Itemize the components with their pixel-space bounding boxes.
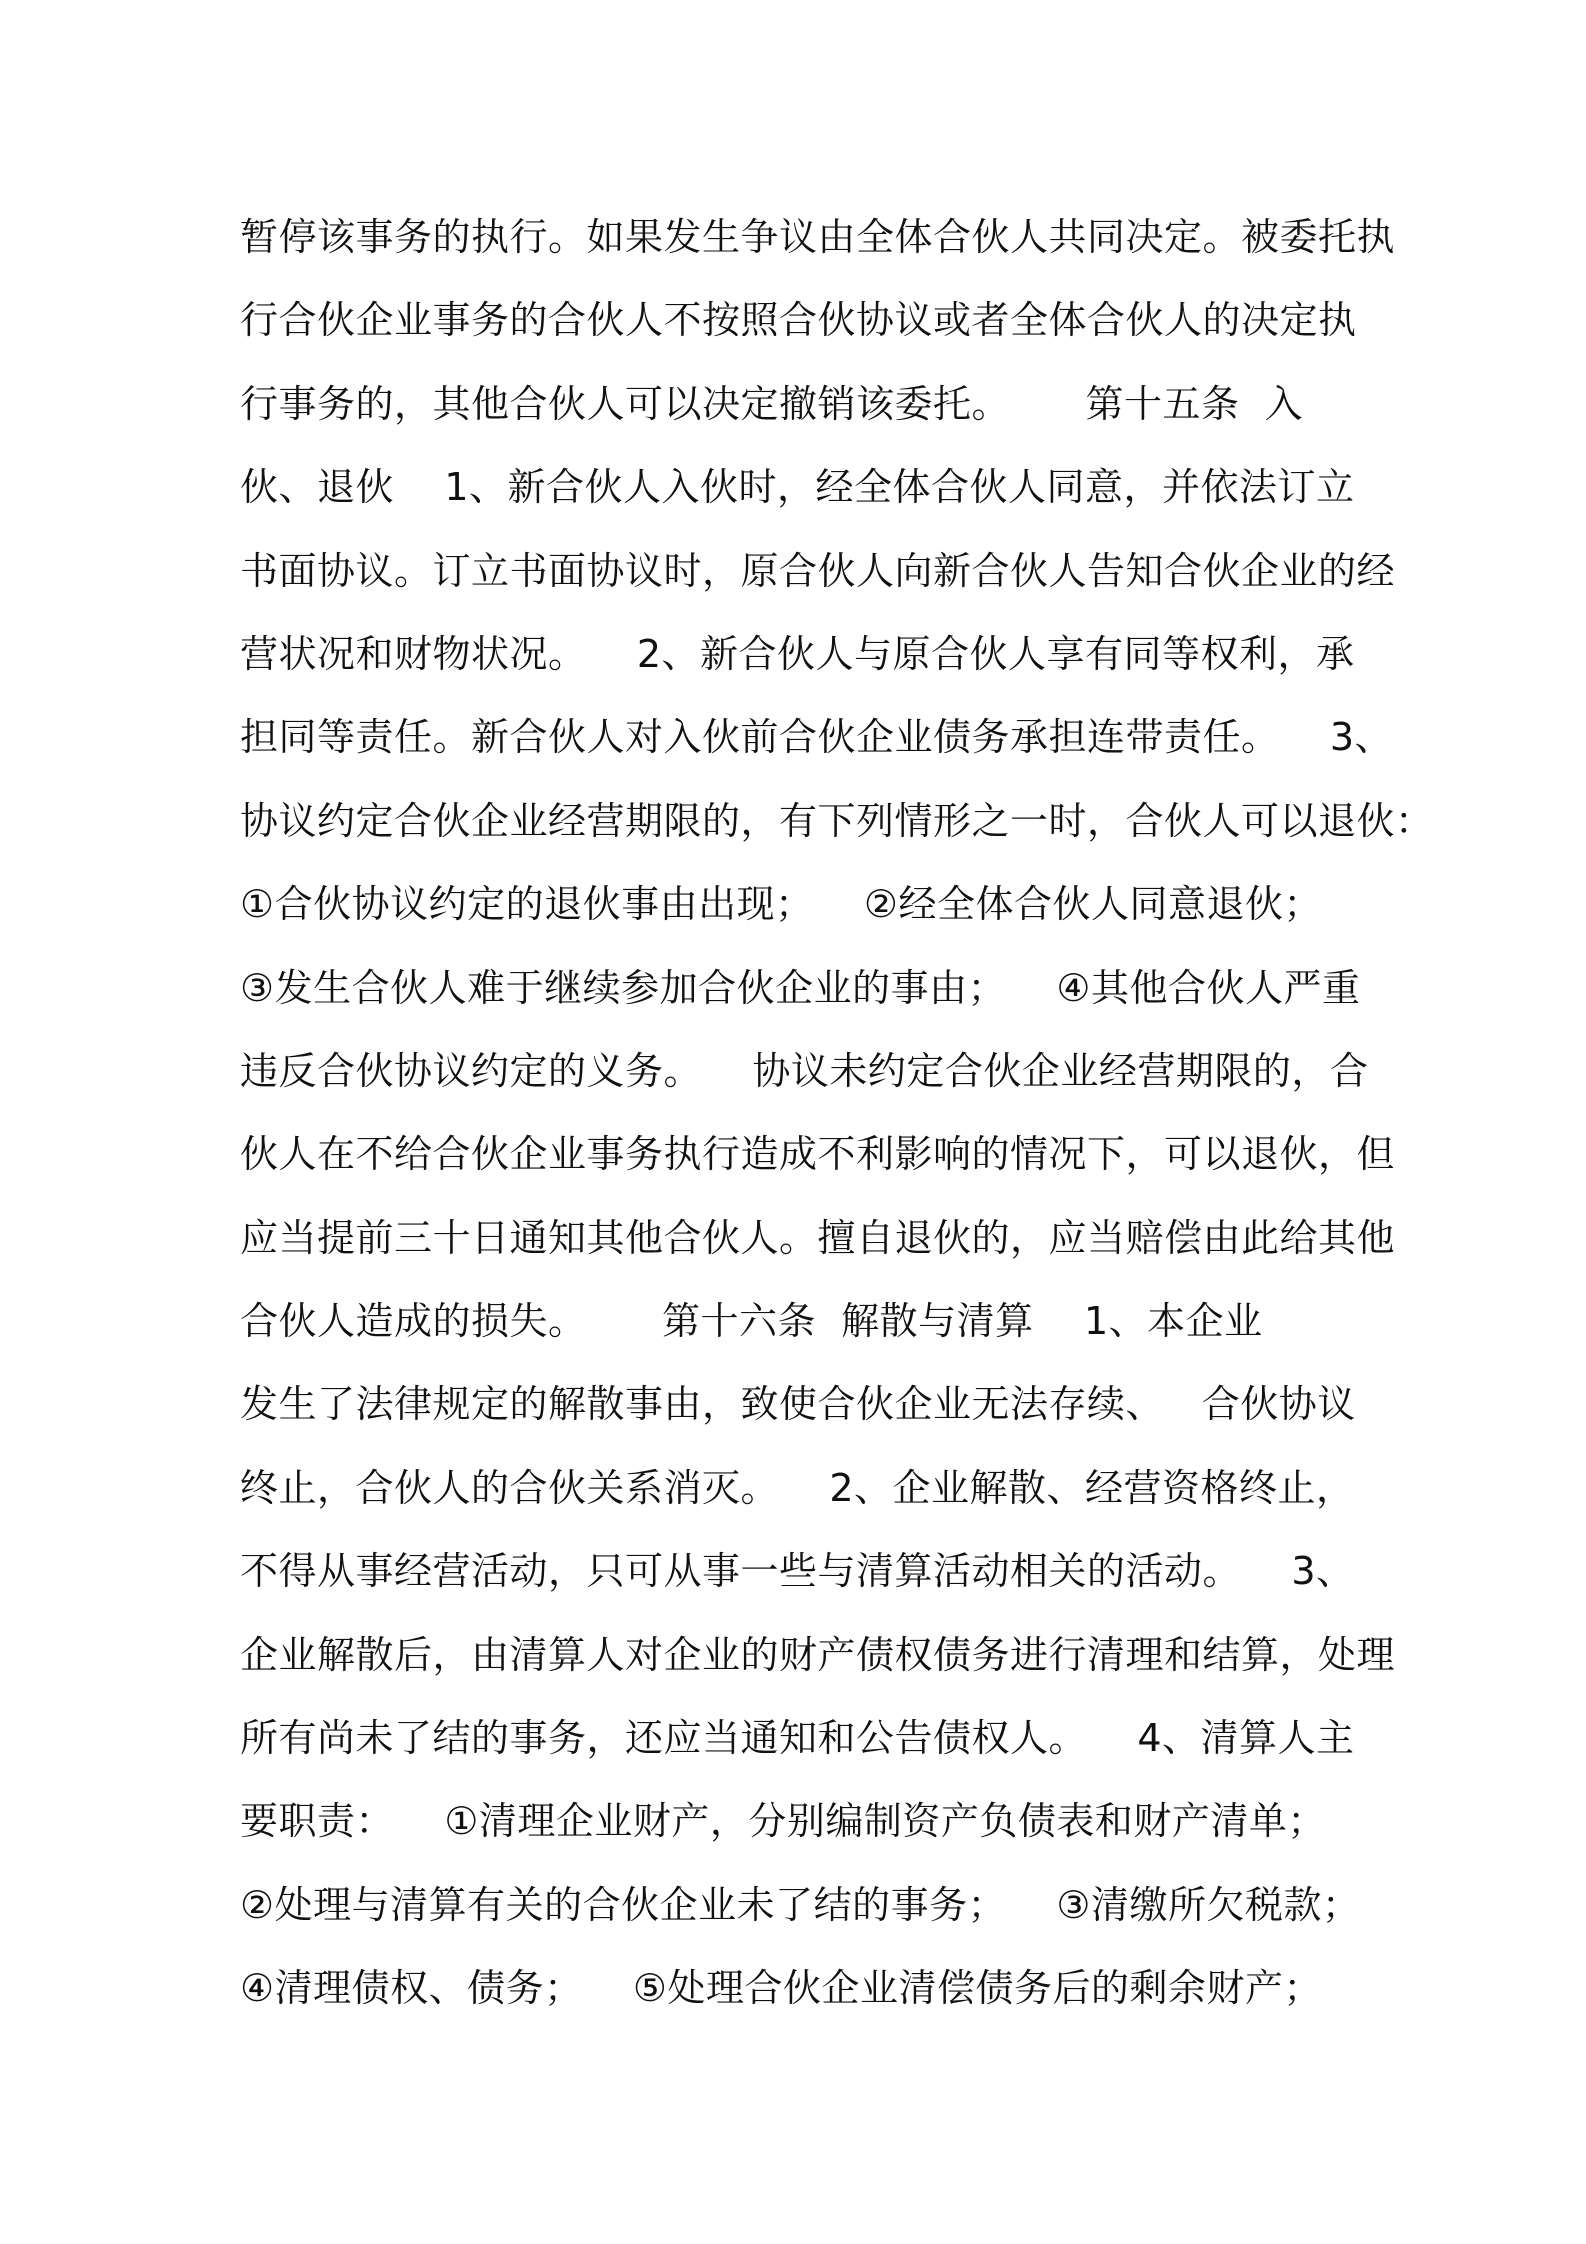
text-line: ②处理与清算有关的合伙企业未了结的事务； ③清缴所欠税款； — [240, 1882, 1361, 1927]
text-line: 伙、退伙 1、新合伙人入伙时，经全体合伙人同意，并依法订立 — [240, 465, 1355, 510]
text-line: 行合伙企业事务的合伙人不按照合伙协议或者全体合伙人的决定执 — [240, 298, 1357, 343]
text-line: 伙人在不给合伙企业事务执行造成不利影响的情况下，可以退伙，但 — [240, 1132, 1396, 1177]
text-line: 应当提前三十日通知其他合伙人。擅自退伙的，应当赔偿由此给其他 — [240, 1215, 1396, 1260]
text-line: 合伙人造成的损失。 第十六条 解散与清算 1、本企业 — [240, 1299, 1263, 1344]
text-line: 所有尚未了结的事务，还应当通知和公告债权人。 4、清算人主 — [240, 1716, 1355, 1761]
text-line: 终止，合伙人的合伙关系消灭。 2、企业解散、经营资格终止， — [240, 1465, 1355, 1510]
text-line: 不得从事经营活动，只可从事一些与清算活动相关的活动。 3、 — [240, 1549, 1355, 1594]
text-line: 暂停该事务的执行。如果发生争议由全体合伙人共同决定。被委托执 — [240, 215, 1396, 259]
text-line: 企业解散后，由清算人对企业的财产债权债务进行清理和结算，处理 — [240, 1632, 1396, 1677]
text-line: ③发生合伙人难于继续参加合伙企业的事由； ④其他合伙人严重 — [240, 965, 1361, 1010]
text-line: ④清理债权、债务； ⑤处理合伙企业清偿债务后的剩余财产； — [240, 1966, 1322, 2011]
text-line: 发生了法律规定的解散事由，致使合伙企业无法存续、 合伙协议 — [240, 1382, 1356, 1427]
text-line: 书面协议。订立书面协议时，原合伙人向新合伙人告知合伙企业的经 — [240, 548, 1396, 593]
text-line: 营状况和财物状况。 2、新合伙人与原合伙人享有同等权利，承 — [240, 631, 1355, 676]
text-line: ①合伙协议约定的退伙事由出现； ②经全体合伙人同意退伙； — [240, 882, 1322, 927]
text-line: 行事务的，其他合伙人可以决定撤销该委托。 第十五条 入 — [240, 381, 1304, 426]
text-line: 协议约定合伙企业经营期限的，有下列情形之一时，合伙人可以退伙： — [240, 798, 1434, 843]
text-line: 要职责： ①清理企业财产，分别编制资产负债表和财产清单； — [240, 1799, 1326, 1844]
body-text — [240, 196, 1434, 2031]
text-line: 担同等责任。新合伙人对入伙前合伙企业债务承担连带责任。 3、 — [240, 715, 1393, 760]
text-line: 违反合伙协议约定的义务。 协议未约定合伙企业经营期限的，合 — [240, 1048, 1369, 1093]
